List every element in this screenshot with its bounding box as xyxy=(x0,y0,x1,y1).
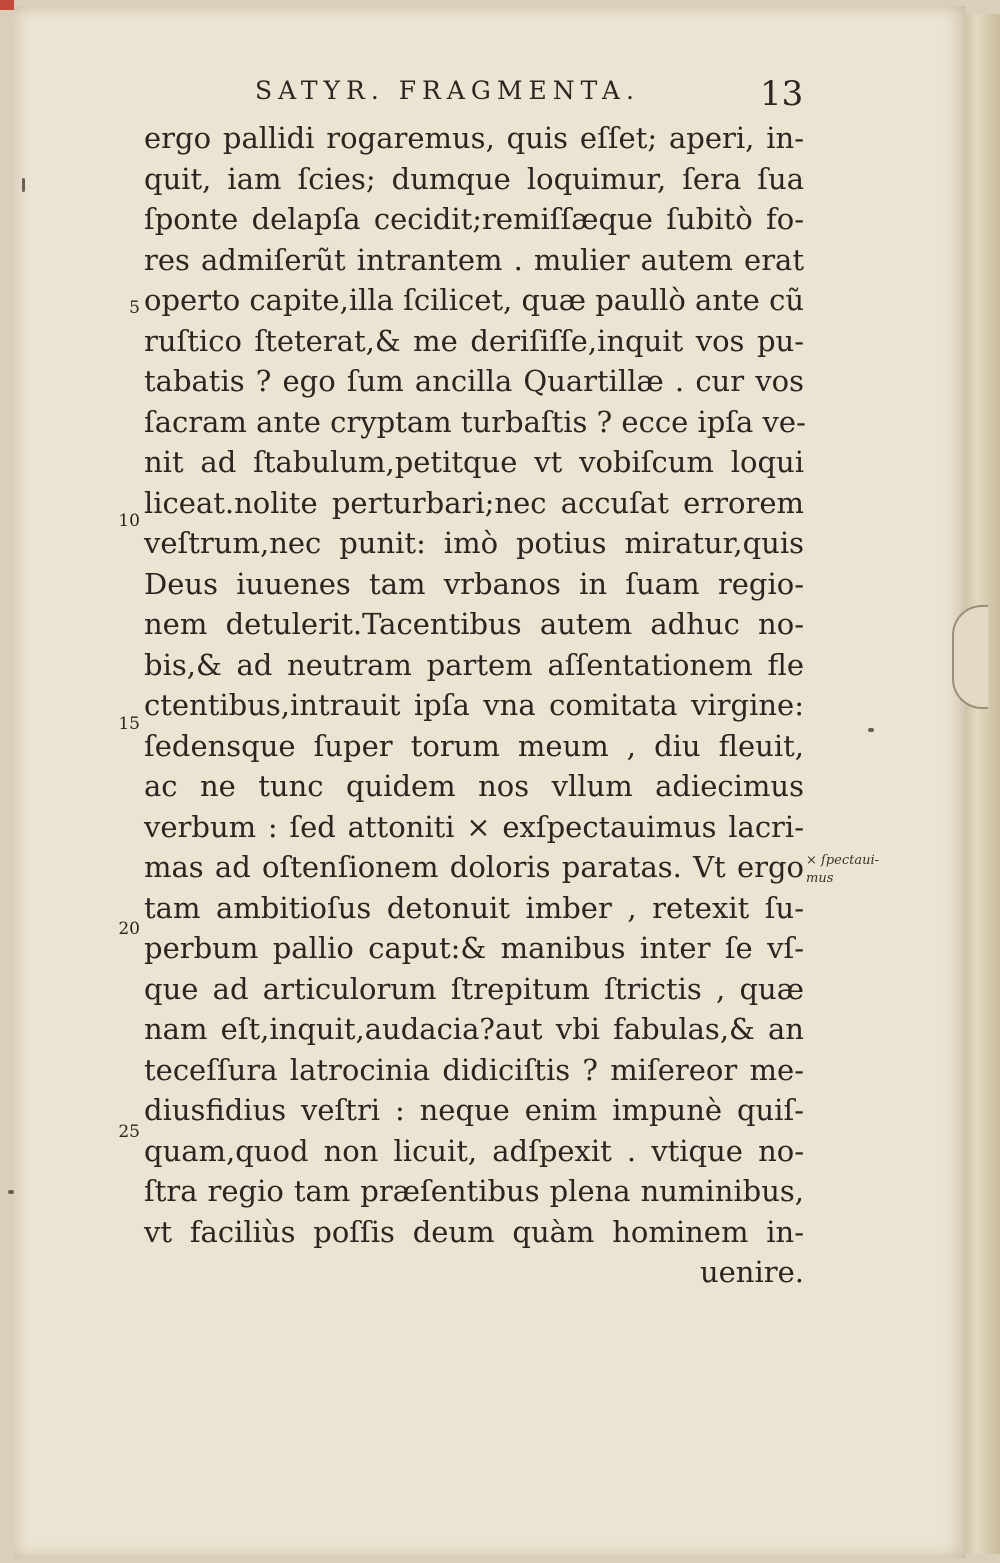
text-line: ſedensque ſuper torum meum , diu fleuit, xyxy=(144,728,804,763)
text-line: tabatis ? ego ſum ancilla Quartillæ . cur vos xyxy=(144,364,804,398)
text-line: ergo pallidi rogaremus, quis eſſet; aperi, in- xyxy=(144,121,804,155)
text-line: teceſſura latrocinia didiciſtis ? miſereor me- xyxy=(144,1052,804,1087)
text-line: res admiſerũt intrantem . mulier autem erat xyxy=(144,242,804,277)
line-number: 10 xyxy=(118,511,140,531)
text-line: mas ad oſtenſionem doloris paratas. Vt ergo xyxy=(144,850,804,884)
text-line: que ad articulorum ſtrepitum ſtrictis , quæ xyxy=(144,971,804,1006)
text-line: ſacram ante cryptam turbaſtis ? ecce ipſa ve- xyxy=(144,404,806,439)
color-tab-marker xyxy=(0,0,14,10)
text-line: ſponte delapſa cecidit;remiſſæque ſubitò fo- xyxy=(144,202,804,236)
text-line: Deus iuuenes tam vrbanos in ſuam regio- xyxy=(144,566,804,601)
text-line: verbum : ſed attoniti × exſpectauimus lacri- xyxy=(144,809,804,844)
text-line: nit ad ſtabulum,petitque vt vobiſcum loqui xyxy=(144,445,804,479)
text-line: tam ambitioſus detonuit imber , retexit ſu- xyxy=(144,890,804,925)
text-line: veſtrum,nec punit: imò potius miratur,quis xyxy=(144,526,804,560)
running-title: SATYR. FRAGMENTA. xyxy=(255,76,640,105)
text-line: ctentibus,intrauit ipſa vna comitata virgine: xyxy=(144,688,804,722)
line-number: 20 xyxy=(118,919,140,939)
text-line: nem detulerit.Tacentibus autem adhuc no- xyxy=(144,607,804,641)
text-line: quam,quod non licuit, adſpexit . vtique no- xyxy=(144,1133,804,1168)
text-line: nam eſt,inquit,audacia?aut vbi fabulas,& an xyxy=(144,1012,804,1046)
text-line: uenire. xyxy=(699,1255,804,1289)
ink-speck xyxy=(868,728,874,732)
page-number: 13 xyxy=(760,74,804,114)
body-text xyxy=(144,118,804,1293)
text-line: perbum pallio caput:& manibus inter ſe vſ- xyxy=(144,931,804,965)
text-line: diusfidius veſtri : neque enim impunè quiſ- xyxy=(144,1093,804,1127)
line-number: 25 xyxy=(118,1122,140,1142)
line-number: 15 xyxy=(118,714,140,734)
ink-speck xyxy=(8,1190,14,1194)
page-tab xyxy=(952,605,988,709)
page-edge xyxy=(962,14,1000,1554)
text-line: operto capite,illa ſcilicet, quæ paullò ante cũ xyxy=(144,283,804,317)
text-line: ruſtico ſteterat,& me deriſiſſe,inquit vos pu- xyxy=(144,323,804,358)
ink-speck xyxy=(22,178,25,192)
line-number: 5 xyxy=(129,298,140,318)
text-line: bis,& ad neutram partem aſſentationem fle xyxy=(144,647,804,682)
text-line: vt faciliùs poſſis deum quàm hominem in- xyxy=(144,1214,804,1249)
text-line: liceat.nolite perturbari;nec accuſat errorem xyxy=(144,485,804,520)
text-line: ac ne tunc quidem nos vllum adiecimus xyxy=(144,769,804,803)
margin-annotation: × ſpectaui- mus xyxy=(806,853,880,886)
text-line: quit, iam ſcies; dumque loquimur, ſera ſua xyxy=(144,161,804,196)
text-line: ſtra regio tam præſentibus plena numinibus, xyxy=(144,1174,804,1208)
